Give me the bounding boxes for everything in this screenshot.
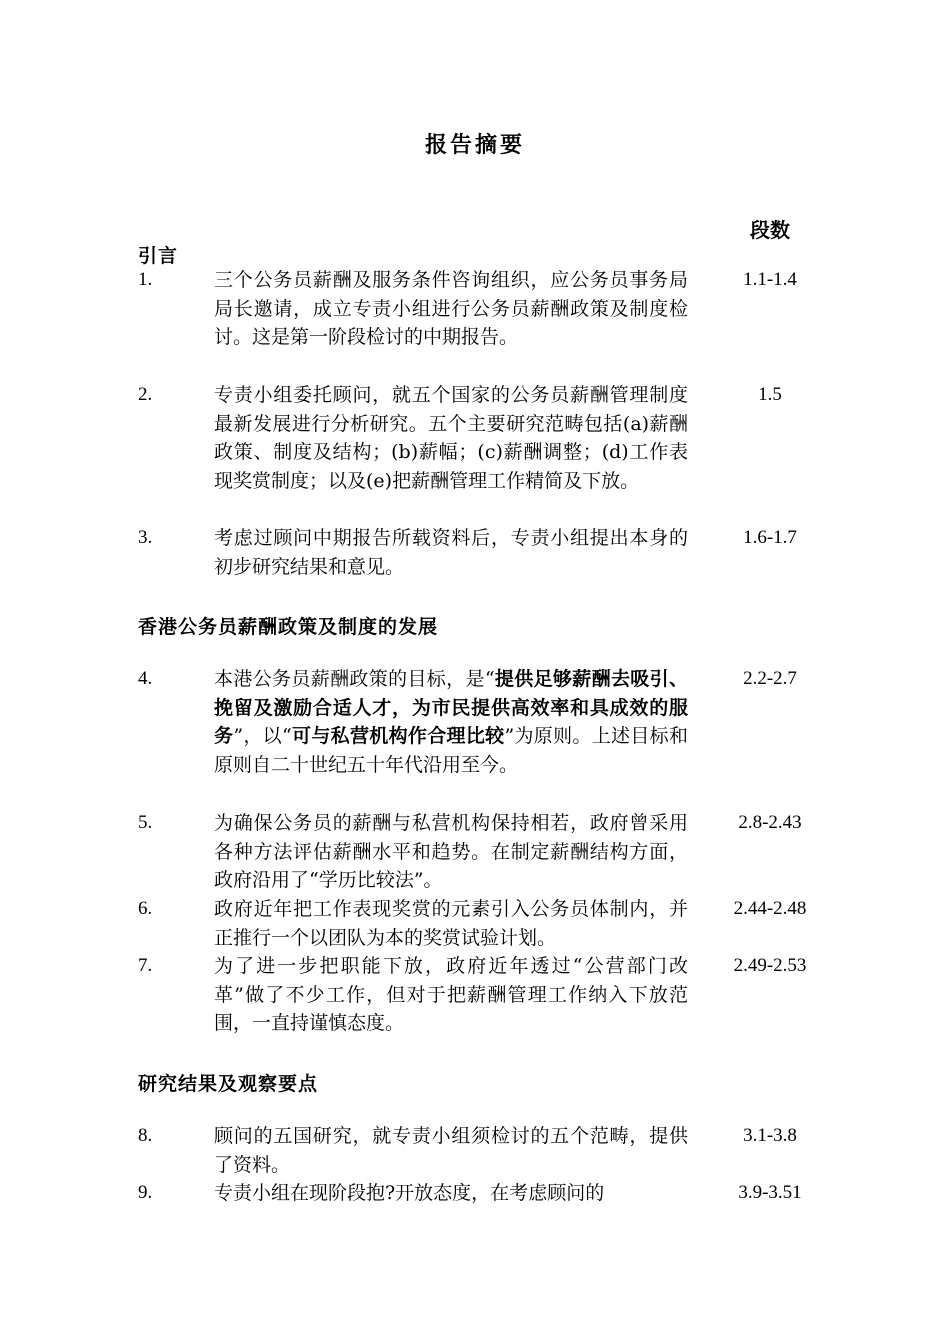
item-number: 1. (138, 269, 153, 290)
item-text: 为了进一步把职能下放，政府近年透过“公营部门改革”做了不少工作，但对于把薪酬管理工作纳入下放范围，一直持谨慎态度。 (214, 955, 688, 1035)
item-text: 三个公务员薪酬及服务条件咨询组织，应公务员事务局局长邀请，成立专责小组进行公务员薪酬政策及制度检讨。这是第一阶段检讨的中期报告。 (214, 269, 688, 349)
item-text: 考虑过顾问中期报告所载资料后，专责小组提出本身的初步研究结果和意见。 (214, 527, 688, 578)
paragraph-ref: 2.44-2.48 (733, 898, 807, 919)
paragraph-ref: 1.1-1.4 (743, 269, 797, 290)
item-number: 2. (138, 384, 153, 405)
section-heading-findings: 研究结果及观察要点 (138, 1073, 319, 1095)
item-text: 顾问的五国研究，就专责小组须检讨的五个范畴，提供了资料。 (214, 1125, 688, 1176)
item-text: 专责小组在现阶段抱?开放态度，在考虑顾问的 (214, 1182, 605, 1204)
item-text: 为确保公务员的薪酬与私营机构保持相若，政府曾采用各种方法评估薪酬水平和趋势。在制定薪酬结构方面，政府沿用了“学历比较法”。 (214, 812, 688, 892)
item-text: 专责小组委托顾问，就五个国家的公务员薪酬管理制度最新发展进行分析研究。五个主要研究范畴包括(a)薪酬政策、制度及结构；(b)薪幅；(c)薪酬调整；(d)工作表现奖赏制度；以及(e)把薪酬管理工作精简及下放。 (214, 384, 688, 492)
section-heading-introduction: 引言 (138, 245, 179, 267)
paragraph-ref: 3.1-3.8 (743, 1125, 797, 1146)
paragraph-ref: 2.8-2.43 (738, 812, 802, 833)
item-number: 9. (138, 1182, 153, 1203)
item-number: 6. (138, 898, 153, 919)
section-heading-development: 香港公务员薪酬政策及制度的发展 (138, 616, 439, 638)
item-number: 3. (138, 527, 153, 548)
item-text: 政府近年把工作表现奖赏的元素引入公务员体制内，并正推行一个以团队为本的奖赏试验计划。 (214, 898, 688, 949)
paragraph-ref: 3.9-3.51 (738, 1182, 802, 1203)
paragraph-column-header: 段数 (750, 218, 790, 242)
paragraph-ref: 2.2-2.7 (743, 668, 797, 689)
bold-phrase: 提供足够薪酬去吸引、挽留及激励合适人才，为市民提供高效率和具成效的服务 (214, 668, 688, 748)
page-title: 报告摘要 (424, 133, 525, 158)
paragraph-ref: 2.49-2.53 (733, 955, 807, 976)
item-text: 本港公务员薪酬政策的目标，是“提供足够薪酬去吸引、挽留及激励合适人才，为市民提供高效率和具成效的服务”，以“可与私营机构作合理比较”为原则。上述目标和原则自二十世纪五十年代沿用至今。 (214, 668, 688, 776)
bold-phrase: 可与私营机构作合理比较 (291, 725, 505, 748)
item-number: 8. (138, 1125, 153, 1146)
item-number: 7. (138, 955, 153, 976)
paragraph-ref: 1.5 (758, 384, 782, 405)
item-number: 4. (138, 668, 153, 689)
paragraph-ref: 1.6-1.7 (743, 527, 797, 548)
item-number: 5. (138, 812, 153, 833)
